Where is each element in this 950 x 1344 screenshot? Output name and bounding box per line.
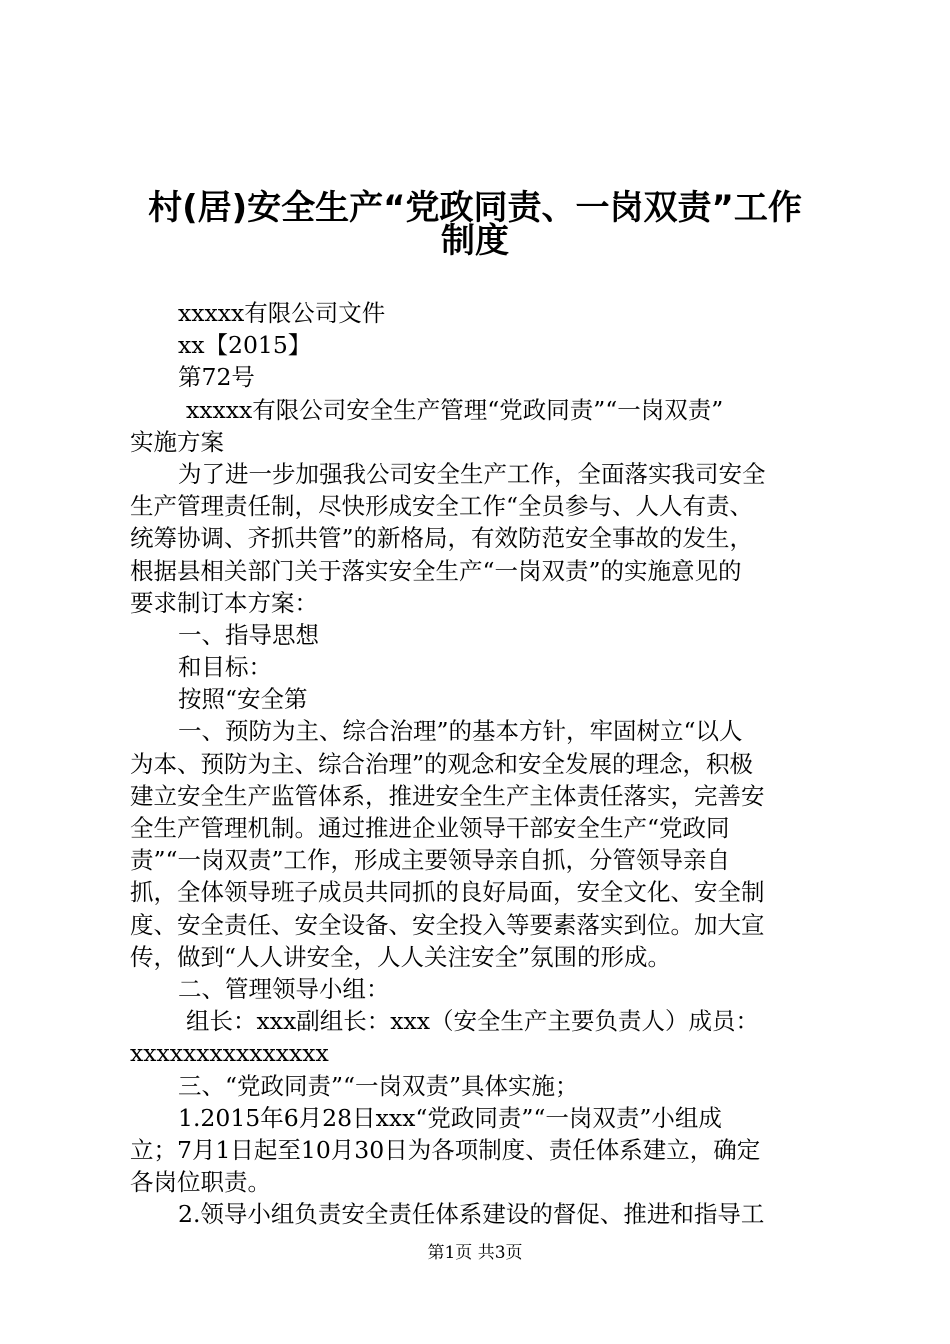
body-line: 一、指导思想 [178,620,319,649]
body-line: 按照“安全第 [178,685,308,714]
body-line: 传，做到“人人讲安全，人人关注安全”氛围的形成。 [130,942,672,971]
body-line: 建立安全生产监管体系，推进安全生产主体责任落实，完善安 [130,781,765,810]
body-line: 统筹协调、齐抓共管”的新格局，有效防范安全事故的发生， [130,524,754,553]
body-line: xxxxx有限公司文件 [178,299,386,327]
body-line: 全生产管理机制。通过推进企业领导干部安全生产“党政同 [130,814,730,842]
body-line: 为本、预防为主、综合治理”的观念和安全发展的理念，积极 [130,749,754,778]
document-title-line-1: 村(居)安全生产“党政同责、一岗双责”工作 [148,188,802,228]
body-line: 和目标： [178,653,272,682]
body-line: 三、“党政同责”“一岗双责”具体实施； [178,1071,579,1100]
body-line: 1.2015年6月28日xxx“党政同责”“一岗双责”小组成 [178,1103,722,1132]
body-line: 抓，全体领导班子成员共同抓的良好局面，安全文化、安全制 [130,878,765,907]
body-line: 2.领导小组负责安全责任体系建设的督促、推进和指导工 [178,1200,765,1229]
body-line: xx【2015】 [178,331,312,360]
body-line: 各岗位职责。 [130,1168,271,1197]
body-line: 二、管理领导小组： [178,974,390,1003]
body-line: 为了进一步加强我公司安全生产工作，全面落实我司安全 [178,459,766,488]
document-body [130,297,830,1230]
document-title-line-2: 制度 [441,221,509,261]
body-line: 实施方案 [130,427,224,456]
body-line: 责”“一岗双责”工作，形成主要领导亲自抓，分管领导亲自 [130,846,731,875]
body-line: 第72号 [178,363,255,392]
body-line: xxxxx有限公司安全生产管理“党政同责”“一岗双责” [186,395,724,424]
body-line: 组长：xxx副组长：xxx（安全生产主要负责人）成员： [186,1007,760,1036]
page-footer: 第1页 共3页 [427,1243,523,1263]
body-line: 根据县相关部门关于落实安全生产“一岗双责”的实施意见的 [130,556,742,585]
body-line: 生产管理责任制，尽快形成安全工作“全员参与、人人有责、 [130,492,754,521]
body-line: xxxxxxxxxxxxxxx [130,1039,329,1068]
body-line: 要求制订本方案： [130,588,318,617]
body-line: 度、安全责任、安全设备、安全投入等要素落实到位。加大宣 [130,910,765,939]
body-line: 一、预防为主、综合治理”的基本方针，牢固树立“以人 [178,717,743,746]
body-line: 立；7月1日起至10月30日为各项制度、责任体系建立，确定 [130,1135,761,1164]
